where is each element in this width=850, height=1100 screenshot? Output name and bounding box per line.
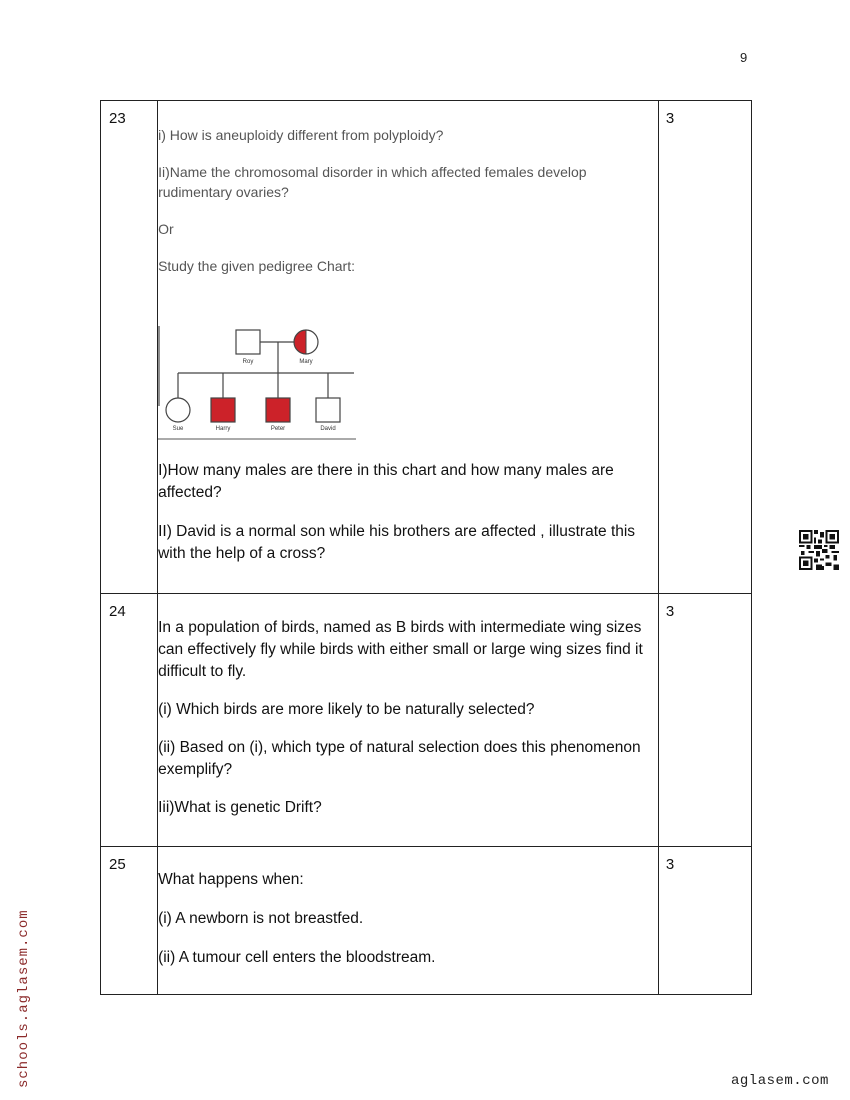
marks-cell: [658, 101, 751, 594]
question-row-25: [101, 847, 752, 995]
question-marks: 3: [665, 856, 675, 873]
question-marks: 3: [665, 603, 675, 620]
peter-affected-male-symbol: [266, 398, 290, 422]
question-marks: 3: [665, 110, 675, 127]
question-line: (i) Which birds are more likely to be naturally selected?: [158, 701, 535, 718]
pedigree-label: Mary: [299, 359, 313, 365]
sue-female-symbol: [166, 398, 190, 422]
marks-cell: [658, 594, 751, 847]
questions-table: [100, 100, 752, 995]
footer-brand: aglasem.com: [731, 1073, 829, 1089]
question-number-cell: [101, 594, 158, 847]
question-number: 25: [109, 856, 126, 873]
question-line: II) David is a normal son while his brothers are affected , illustrate this with the help of a cross?: [158, 523, 636, 562]
question-line: Iii)What is genetic Drift?: [158, 799, 322, 816]
question-line: (i) A newborn is not breastfed.: [158, 910, 364, 927]
question-number: 23: [109, 110, 126, 127]
question-line: Or: [158, 221, 174, 237]
question-line: I)How many males are there in this chart and how many males are affected?: [158, 462, 614, 501]
pedigree-label: David: [320, 426, 336, 432]
question-row-24: [101, 594, 752, 847]
question-text-cell: [158, 847, 659, 995]
question-number: 24: [109, 603, 126, 620]
pedigree-label: Peter: [270, 426, 286, 432]
pedigree-label: Roy: [242, 359, 254, 365]
pedigree-label: Sue: [172, 426, 184, 432]
question-line: i) How is aneuploidy different from polyploidy?: [158, 127, 444, 143]
david-male-symbol: [316, 398, 340, 422]
question-line: Ii)Name the chromosomal disorder in which affected females develop rudimentary ovaries?: [158, 164, 587, 200]
question-line: (ii) Based on (i), which type of natural selection does this phenomenon exemplify?: [158, 739, 641, 778]
question-text-cell: [158, 594, 659, 847]
question-line: In a population of birds, named as B birds with intermediate wing sizes can effectively fly while birds with either small or large wing sizes find it difficult to fly.: [158, 619, 643, 680]
question-line: Study the given pedigree Chart:: [158, 258, 355, 274]
question-line: (ii) A tumour cell enters the bloodstream.: [158, 949, 436, 966]
pedigree-label: Harry: [215, 426, 231, 432]
marks-cell: [658, 847, 751, 995]
question-row-23: [101, 101, 752, 594]
question-text-cell: [158, 101, 659, 594]
question-number-cell: [101, 101, 158, 594]
question-line: What happens when:: [158, 871, 304, 888]
mary-carrier-female-symbol: [294, 330, 318, 354]
pedigree-chart: [158, 324, 358, 442]
question-number-cell: [101, 847, 158, 995]
page-number: 9: [740, 50, 748, 65]
qr-code-icon: [799, 530, 839, 570]
roy-male-symbol: [236, 330, 260, 354]
harry-affected-male-symbol: [211, 398, 235, 422]
side-watermark: schools.aglasem.com: [16, 909, 32, 1088]
